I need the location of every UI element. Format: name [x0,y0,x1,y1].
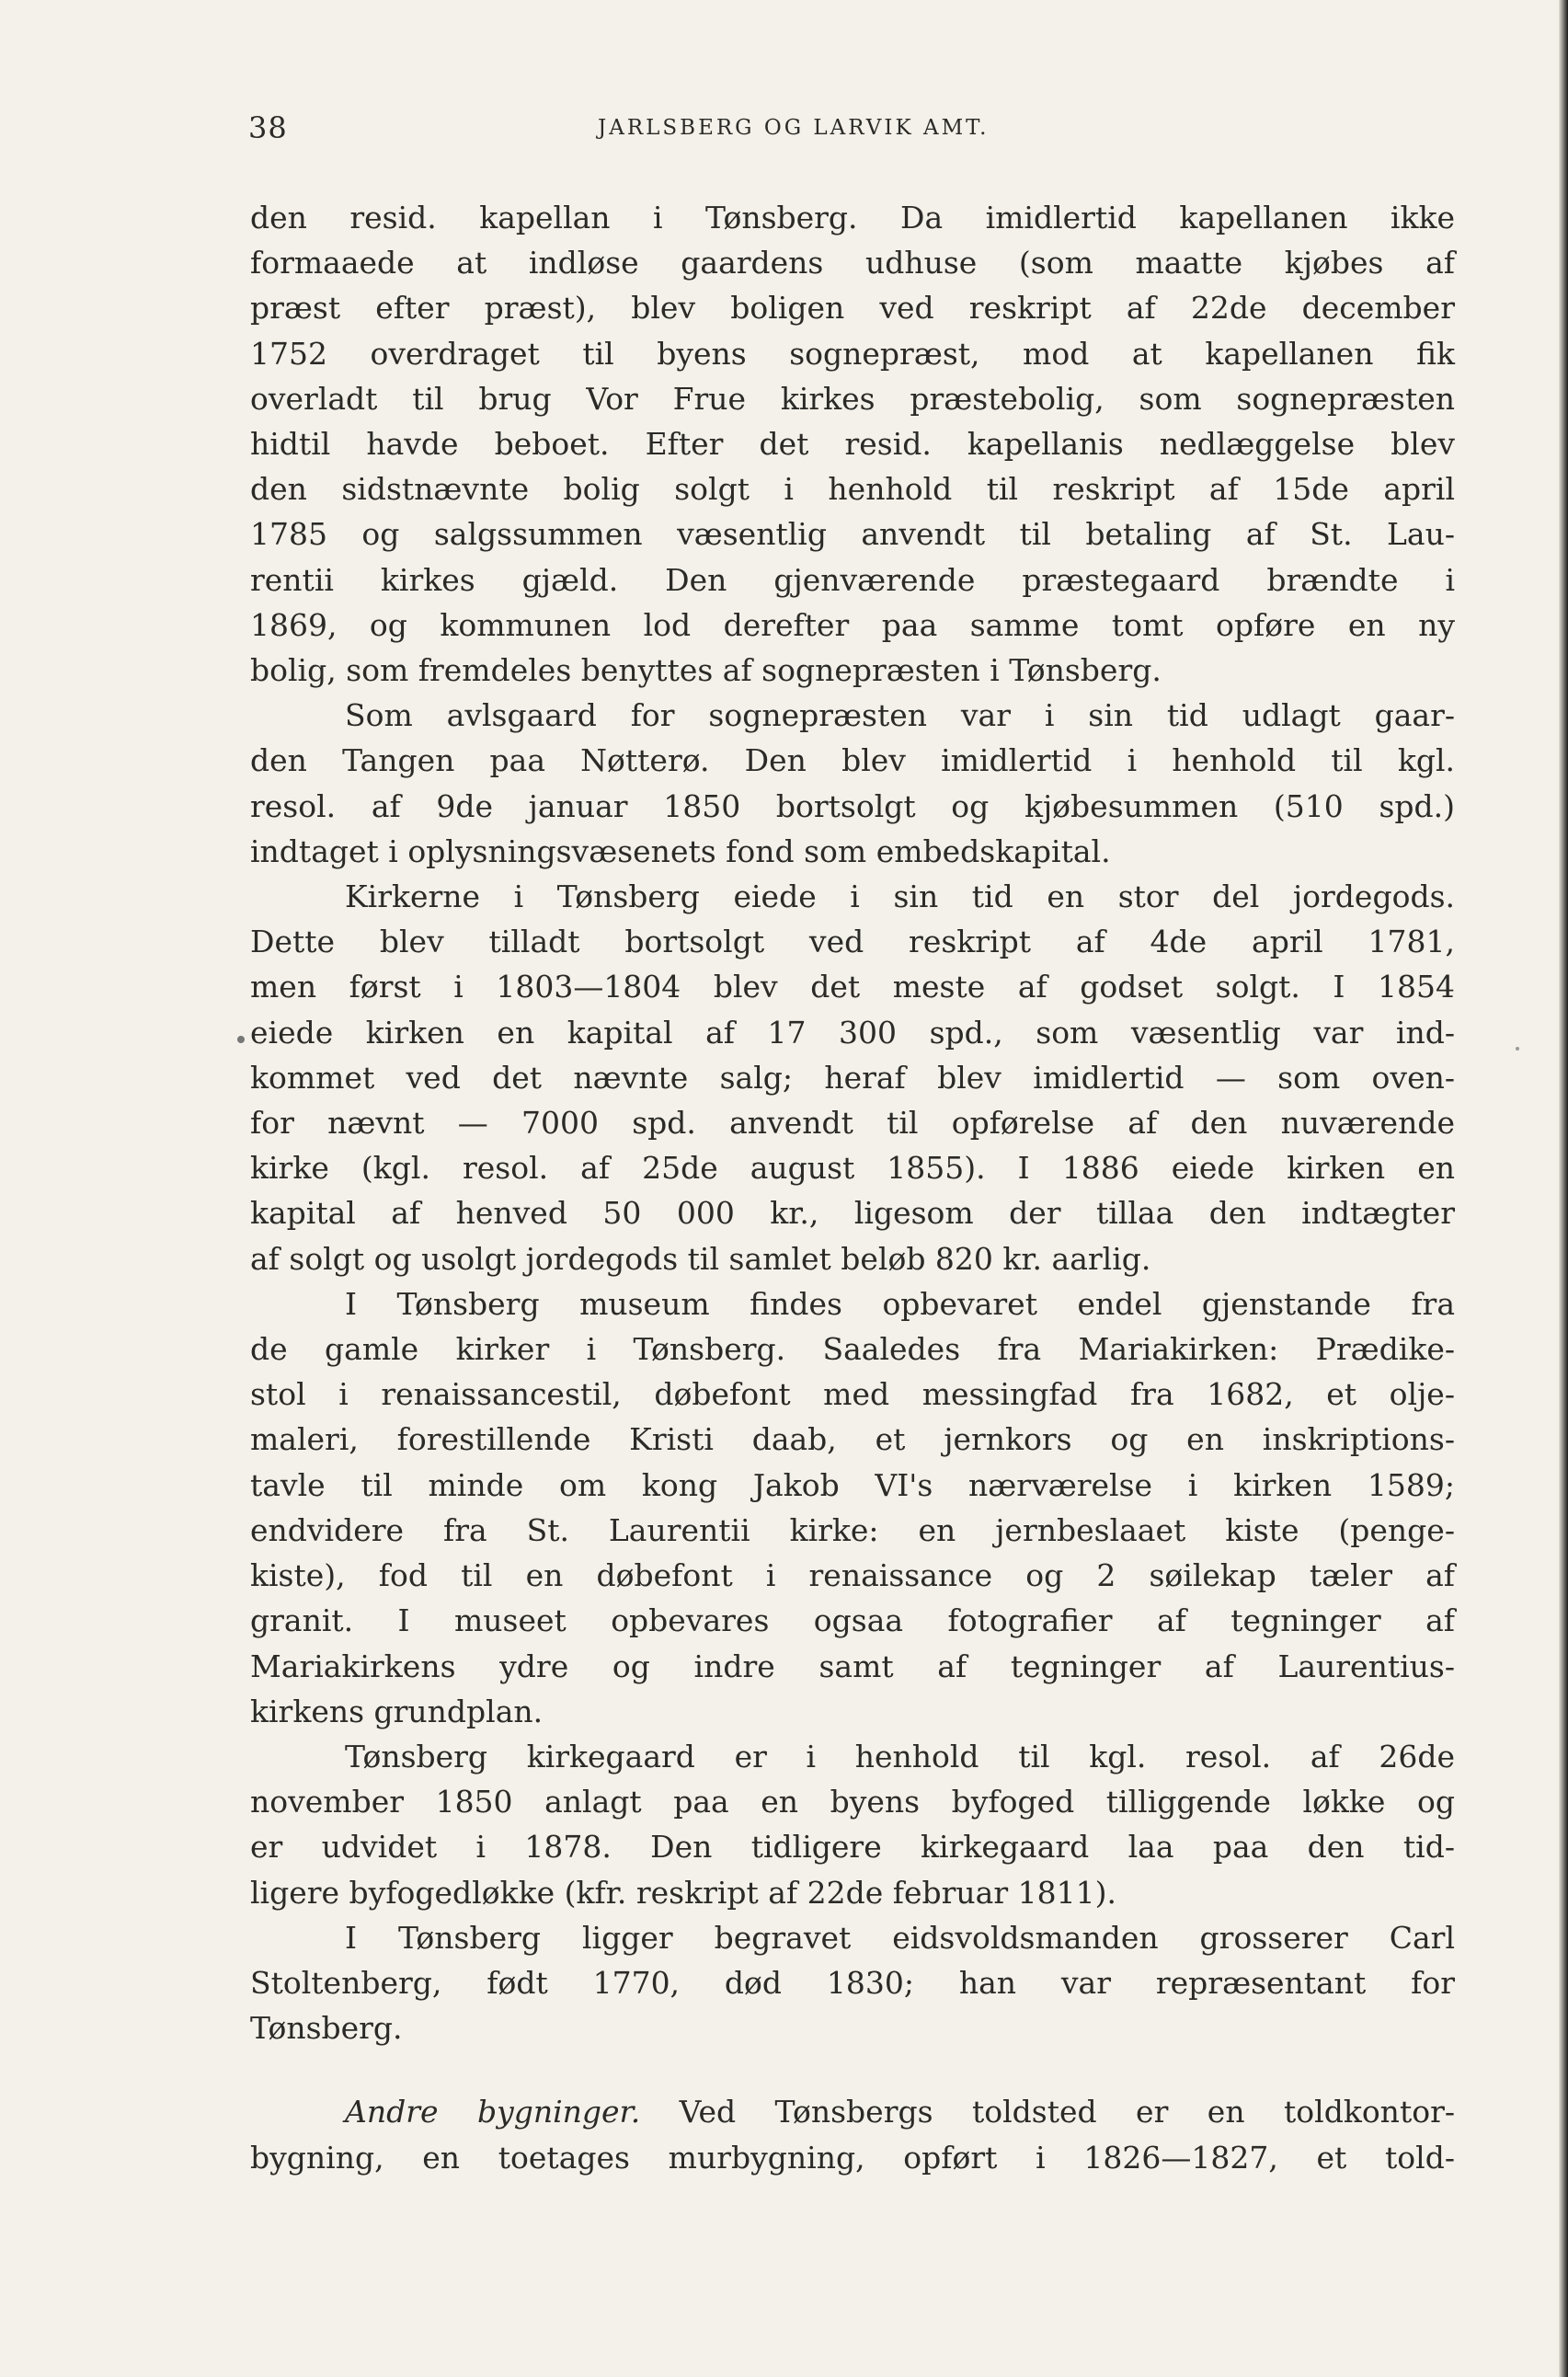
paragraph [250,2089,1455,2179]
text-line: kapital af henved 50 000 kr., ligesom der tillaa den indtægter [250,1195,1455,1232]
text-line: af solgt og usolgt jordegods til samlet beløb 820 kr. aarlig. [250,1240,1151,1277]
text-line: Dette blev tilladt bortsolgt ved reskript af 4de april 1781, [250,924,1455,960]
page-header [248,110,1462,156]
paragraph [250,195,1455,693]
text-line: stol i renaissancestil, døbefont med messingfad fra 1682, et olje- [250,1376,1455,1413]
text-line: for nævnt — 7000 spd. anvendt til opførelse af den nuværende [250,1105,1455,1142]
text-line: november 1850 anlagt paa en byens byfoged tilliggende løkke og [250,1784,1455,1820]
section-gap [250,2050,1455,2089]
running-title: JARLSBERG OG LARVIK AMT. [598,116,990,140]
text-line: men først i 1803—1804 blev det meste af godset solgt. I 1854 [250,969,1455,1005]
paragraph [250,1734,1455,1915]
text-line: endvidere fra St. Laurentii kirke: en jernbeslaaet kiste (penge- [250,1511,1455,1548]
text-line: bygning, en toetages murbygning, opført i 1826—1827, et told- [250,2139,1455,2176]
text-line: Tønsberg kirkegaard er i henhold til kgl. resol. af 26de [345,1738,1455,1774]
text-line: kirke (kgl. resol. af 25de august 1855). I 1886 eiede kirken en [250,1150,1455,1187]
text-line: indtaget i oplysningsvæsenets fond som embedskapital. [250,833,1111,869]
text-line: den sidstnævnte bolig solgt i henhold til reskript af 15de april [250,471,1455,508]
text-line: Kirkerne i Tønsberg eiede i sin tid en stor del jordegods. [345,878,1455,915]
text-line: tavle til minde om kong Jakob VI's nærværelse i kirken 1589; [250,1466,1455,1503]
text-line: I Tønsberg ligger begravet eidsvoldsmanden grosserer Carl [345,1919,1455,1956]
text-line: kommet ved det nævnte salg; heraf blev imidlertid — som oven- [250,1059,1455,1096]
text-line: Som avlsgaard for sognepræsten var i sin tid udlagt gaar- [345,697,1455,734]
text-line: 1785 og salgssummen væsentlig anvendt til betaling af St. Lau- [250,516,1455,553]
text-line: kiste), fod til en døbefont i renaissance og 2 søilekap tæler af [250,1557,1455,1594]
text-line: Mariakirkens ydre og indre samt af tegninger af Laurentius- [250,1648,1455,1684]
paragraph [250,1281,1455,1734]
section-lead: Andre bygninger. [345,2094,641,2130]
text-line: er udvidet i 1878. Den tidligere kirkegaard laa paa den tid- [250,1829,1455,1866]
page-number: 38 [248,110,288,145]
text-line: formaaede at indløse gaardens udhuse (som maatte kjøbes af [250,245,1455,281]
text-line: eiede kirken en kapital af 17 300 spd., som væsentlig var ind- [250,1014,1455,1051]
text-line: 1869, og kommunen lod derefter paa samme tomt opføre en ny [250,606,1455,643]
page-edge-shadow [1559,0,1568,2377]
paragraph [250,874,1455,1281]
text-line: 1752 overdraget til byens sognepræst, mod at kapellanen fik [250,335,1455,372]
text-line: den Tangen paa Nøtterø. Den blev imidlertid i henhold til kgl. [250,742,1455,779]
text-line: de gamle kirker i Tønsberg. Saaledes fra Mariakirken: Prædike- [250,1331,1455,1368]
paragraph [250,1915,1455,2051]
paragraph [250,693,1455,874]
text-line: hidtil havde beboet. Efter det resid. kapellanis nedlæggelse blev [250,426,1455,463]
text-line: I Tønsberg museum findes opbevaret endel gjenstande fra [345,1285,1455,1322]
section-lead-continuation: Ved Tønsbergs toldsted er en toldkontor- [640,2094,1455,2130]
text-line: Stoltenberg, født 1770, død 1830; han var repræsentant for [250,1964,1455,2001]
text-line: rentii kirkes gjæld. Den gjenværende præstegaard brændte i [250,561,1455,598]
body-text [250,195,1455,2180]
text-line: ligere byfogedløkke (kfr. reskript af 22de februar 1811). [250,1874,1116,1911]
text-line: Tønsberg. [250,2010,403,2047]
text-line [250,2089,1455,2134]
margin-mark [237,1036,245,1043]
text-line: bolig, som fremdeles benyttes af sognepræsten i Tønsberg. [250,652,1162,689]
text-line: maleri, forestillende Kristi daab, et jernkors og en inskriptions- [250,1421,1455,1458]
text-line: granit. I museet opbevares ogsaa fotografier af tegninger af [250,1602,1455,1639]
text-line: overladt til brug Vor Frue kirkes præstebolig, som sognepræsten [250,380,1455,417]
text-line: kirkens grundplan. [250,1693,544,1729]
text-line: resol. af 9de januar 1850 bortsolgt og kjøbesummen (510 spd.) [250,787,1455,824]
text-line: præst efter præst), blev boligen ved reskript af 22de december [250,290,1455,327]
stray-mark [1516,1047,1519,1051]
text-line: den resid. kapellan i Tønsberg. Da imidlertid kapellanen ikke [250,200,1455,235]
